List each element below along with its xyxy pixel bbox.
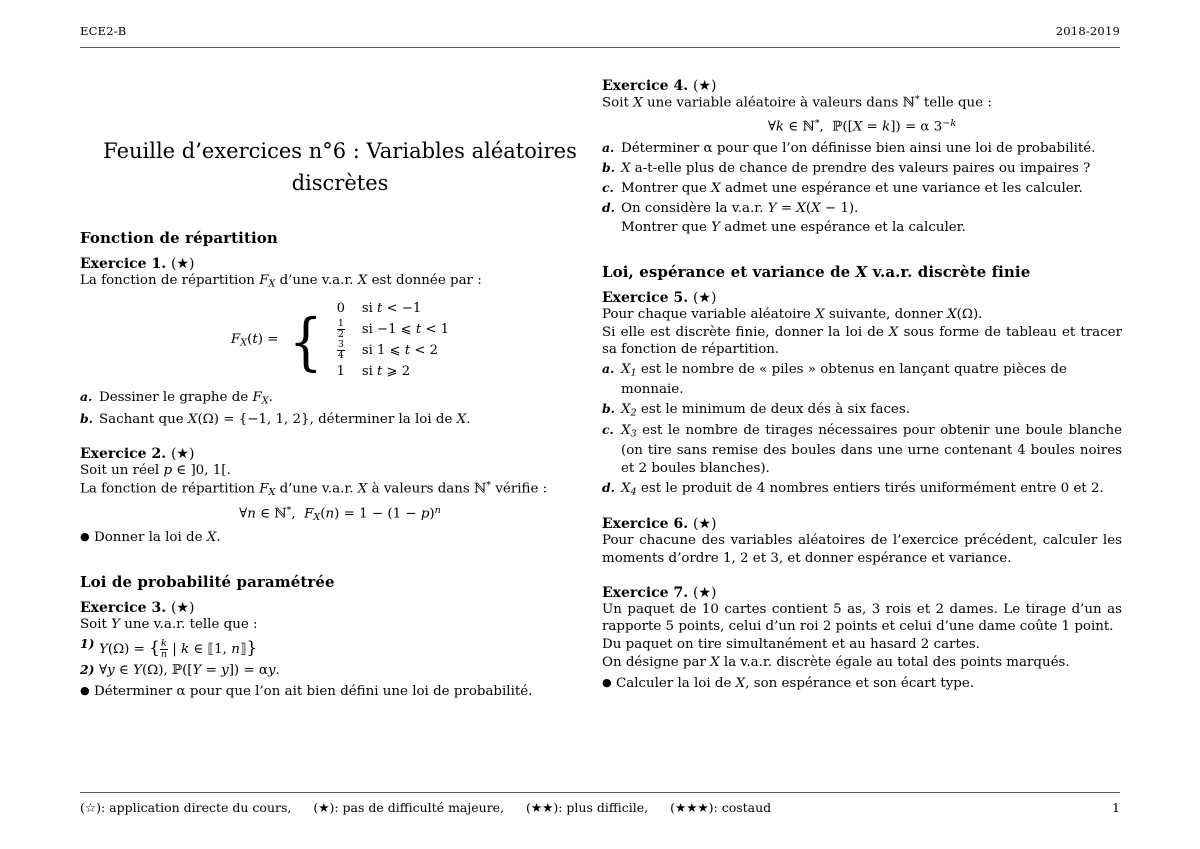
list-item [602,361,1122,399]
page-title [98,136,582,199]
exercise-7-label: Exercice 7. [602,584,689,601]
item-text: Calculer la loi de X, son espérance et son écart type. [616,675,975,691]
legend-entry [80,800,291,815]
legend-text: application directe du cours, [109,800,292,815]
exercise-4-intro: Soit X une variable aléatoire à valeurs dans ℕ* telle que : [602,94,992,111]
section-heading-loi-parametree: Loi de probabilité paramétrée [80,573,335,592]
piecewise-lhs: $F_X(t)$ = [230,332,279,349]
item-marker: b. [602,400,615,416]
exercise-1-label: Exercice 1. [80,256,167,272]
piecewise-row [328,319,449,340]
item-text: Dessiner le graphe de $F_X$. [99,390,273,408]
item-marker: b. [602,160,615,176]
item-text: $X_2$ est le minimum de deux dés à six faces. [621,401,910,419]
left-column [80,78,600,701]
exercise-4-label: Exercice 4. [602,78,689,94]
header-school-year: 2018-2019 [1055,24,1120,38]
list-item [80,389,600,409]
list-item [80,529,600,547]
page-number: 1 [1112,800,1120,815]
list-item [602,401,1122,421]
list-item [602,180,1122,198]
item-marker: d. [602,200,615,216]
exercise-3-difficulty: (★) [170,600,195,617]
bullet-icon: ● [80,683,90,697]
item-text: X a-t-elle plus de chance de prendre des valeurs paires ou impaires ? [621,161,1091,177]
exercise-7-difficulty: (★) [692,584,717,601]
header-course-code: ECE2-B [80,24,127,38]
exercise-7-heading [602,585,1122,601]
list-item [80,683,600,701]
item-marker: b. [80,411,93,426]
legend-entry [526,800,648,815]
page-footer [80,800,1120,815]
item-marker: c. [602,180,614,196]
bullet-icon: ● [602,675,612,689]
exercise-3-line1: Soit Y une v.a.r. telle que : [80,617,258,633]
exercise-6-heading [602,516,1122,532]
section-heading-fonction-repartition: Fonction de répartition [80,229,278,247]
item-marker: a. [602,361,615,377]
legend-entry [313,800,504,815]
list-item [80,662,600,680]
bullet-icon: ● [80,530,90,544]
piecewise-row [328,340,449,361]
piecewise-value: 0 [336,301,346,317]
list-item [602,675,1122,693]
exercise-7-line1: Un paquet de 10 cartes contient 5 as, 3 rois et 2 dames. Le tirage d’un as rapporte 5 points, celui d’un roi 2 points et celui d’une dame coûte 1 point. [602,601,1122,635]
piecewise-condition: si 1 ⩽ t < 2 [361,343,439,359]
legend-entry [670,800,771,815]
piecewise-condition: si t < −1 [361,301,422,317]
list-item [80,636,600,660]
item-text: $X_1$ est le nombre de « piles » obtenus en lançant quatre pièces de monnaie. [621,362,1067,397]
header-rule [80,47,1120,48]
difficulty-legend [80,800,771,815]
exercise-2-line2: La fonction de répartition $F_X$ d’une v.a.r. X à valeurs dans ℕ* vérifie : [80,479,548,498]
exercise-7-line3: On désigne par X la v.a.r. discrète égale au total des points marqués. [602,654,1070,670]
exercise-1-piecewise-function: $F_X(t)$ = { 0 si t < −1 $\frac{1}{2}$ si −1 ⩽ t < 1 $\frac{3}{4}$ si 1 ⩽ t < 2 1 si t ⩾ 2 [80,298,600,382]
list-item [602,200,1122,237]
exercise-5-line2: Si elle est discrète finie, donner la loi de X sous forme de tableau et tracer sa fonction de répartition. [602,324,1122,358]
list-item [602,480,1122,500]
piecewise-rows [328,298,449,382]
legend-stars: (★★★): [670,800,718,815]
list-item [602,422,1122,478]
exercise-3-label: Exercice 3. [80,600,167,617]
piecewise-value: $\frac{3}{4}$ [337,339,344,361]
exercise-3-enum [80,636,600,680]
exercise-5-items [602,361,1122,499]
page-title-line1: Feuille d’exercices n°6 : Variables aléatoires [103,139,577,163]
list-item [602,160,1122,178]
exercise-5-difficulty: (★) [692,290,717,307]
item-text: Déterminer α pour que l’on ait bien défini une loi de probabilité. [94,683,533,699]
piecewise-value: $\frac{1}{2}$ [337,318,344,340]
exercise-4-items [602,140,1122,237]
item-marker: a. [602,140,615,156]
exercise-4-heading [602,78,1122,94]
piecewise-row [328,298,449,319]
piecewise-condition: si t ⩾ 2 [361,364,411,380]
item-marker: d. [602,479,615,495]
piecewise-condition: si −1 ⩽ t < 1 [361,322,450,338]
item-text: ∀y ∈ Y(Ω), ℙ([Y = y]) = αy. [99,662,280,678]
exercise-1-items [80,389,600,429]
exercise-5-heading [602,290,1122,306]
right-column [602,78,1122,692]
item-marker: 2) [80,661,95,677]
exercise-6-difficulty: (★) [692,516,717,533]
exercise-5-line1: Pour chaque variable aléatoire X suivante, donner X(Ω). [602,307,983,323]
page-header [80,24,1120,38]
section-heading-loi-esperance-variance: Loi, espérance et variance de X v.a.r. discrète finie [602,263,1031,282]
exercise-1-heading [80,256,600,272]
item-text: Déterminer α pour que l’on définisse bien ainsi une loi de probabilité. [621,141,1096,157]
exercise-2-label: Exercice 2. [80,445,167,462]
exercise-5-label: Exercice 5. [602,290,689,307]
item-marker: 1) [80,636,95,652]
exercise-2-heading [80,446,600,462]
list-item [80,411,600,429]
item-text: Donner la loi de X. [94,530,221,546]
exercise-4-difficulty: (★) [692,78,717,94]
footer-rule [80,792,1120,793]
item-text: $X_4$ est le produit de 4 nombres entiers tirés uniformément entre 0 et 2. [621,480,1104,498]
exercise-2-line1: Soit un réel p ∈ ]0, 1[. [80,462,231,478]
item-text: On considère la v.a.r. Y = X(X − 1). Montrer que Y admet une espérance et la calculer. [621,200,1122,237]
item-marker: a. [80,389,93,405]
exercise-6-text: Pour chacune des variables aléatoires de l’exercice précédent, calculer les moments d’ordre 1, 2 et 3, et donner espérance et variance. [602,533,1122,567]
piecewise-row [328,361,449,382]
exercise-4-equation: ∀k ∈ ℕ*, ℙ([X = k]) = α $3^{-k}$ [767,118,957,135]
exercise-2-difficulty: (★) [170,445,195,462]
legend-text: pas de difficulté majeure, [342,800,505,815]
legend-text: plus difficile, [566,800,649,815]
exercise-7-line2: Du paquet on tire simultanément et au hasard 2 cartes. [602,637,980,653]
legend-text: costaud [721,800,772,815]
item-text: $X_3$ est le nombre de tirages nécessaires pour obtenir une boule blanche (on tire sans remise des boules dans une urne contenant 4 boules noires et 2 boules blanches). [621,423,1122,476]
item-text: Y(Ω) = { $\frac{k}{n}$ | k ∈ ⟦1, n⟧} [99,637,258,660]
item-continuation: Montrer que Y admet une espérance et la calculer. [621,220,966,236]
exercise-2-equation: ∀n ∈ ℕ*, $F_X(n) = 1 - (1 - p)^n$ [239,505,441,524]
legend-stars: (★): [313,800,339,815]
exercise-1-difficulty: (★) [170,256,195,272]
piecewise-value: 1 [336,364,346,380]
item-text: Montrer que X admet une espérance et une variance et les calculer. [621,181,1083,197]
legend-stars: (★★): [526,800,563,815]
exercise-1-intro: La fonction de répartition $F_X$ d’une v.a.r. X est donnée par : [80,273,482,290]
item-marker: c. [602,422,614,438]
exercise-6-label: Exercice 6. [602,516,689,533]
page-title-line2: discrètes [291,170,389,195]
list-item [602,140,1122,158]
item-text: Sachant que X(Ω) = {−1, 1, 2}, déterminer la loi de X. [99,412,471,427]
legend-stars: (☆): [80,800,106,815]
exercise-3-heading [80,600,600,616]
